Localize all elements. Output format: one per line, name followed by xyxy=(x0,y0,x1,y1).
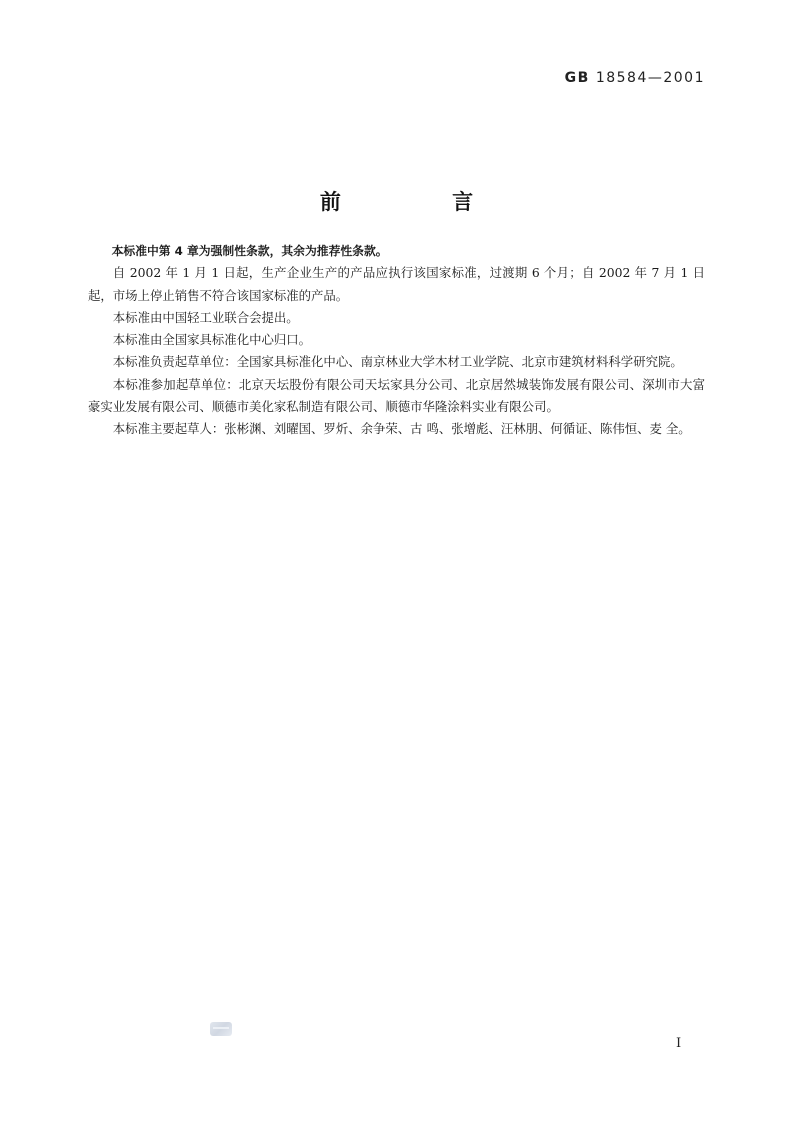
lead-drafters-paragraph: 本标准负责起草单位：全国家具标准化中心、南京林业大学木材工业学院、北京市建筑材料科学研究院。 xyxy=(112,354,683,370)
publisher-mark-icon xyxy=(210,1022,232,1036)
gb-prefix: GB xyxy=(564,70,590,86)
standard-code xyxy=(565,70,705,86)
foreword-body xyxy=(88,240,705,441)
administrator-paragraph: 本标准由全国家具标准化中心归口。 xyxy=(112,332,312,348)
page-number: I xyxy=(676,1036,682,1051)
participating-drafters-paragraph: 本标准参加起草单位：北京天坛股份有限公司天坛家具分公司、北京居然城装饰发展有限公司、深圳市大富豪实业发展有限公司、顺德市美化家私制造有限公司、顺德市华隆涂料实业有限公司。 xyxy=(88,376,705,415)
mandatory-clause-paragraph: 本标准中第 4 章为强制性条款，其余为推荐性条款。 xyxy=(111,244,388,258)
foreword-title: 前 言 xyxy=(319,190,526,214)
effective-date-paragraph: 自 2002 年 1 月 1 日起，生产企业生产的产品应执行该国家标准，过渡期 6 个月；自 2002 年 7 月 1 日起，市场上停止销售不符合该国家标准的产品。 xyxy=(88,265,705,303)
main-authors-paragraph: 本标准主要起草人：张彬渊、刘曜国、罗炘、余争荣、古 鸣、张增彪、汪林朋、何循证、陈伟恒、麦 全。 xyxy=(112,421,691,437)
proposer-paragraph: 本标准由中国轻工业联合会提出。 xyxy=(112,309,299,325)
standard-number: 18584—2001 xyxy=(595,70,705,86)
